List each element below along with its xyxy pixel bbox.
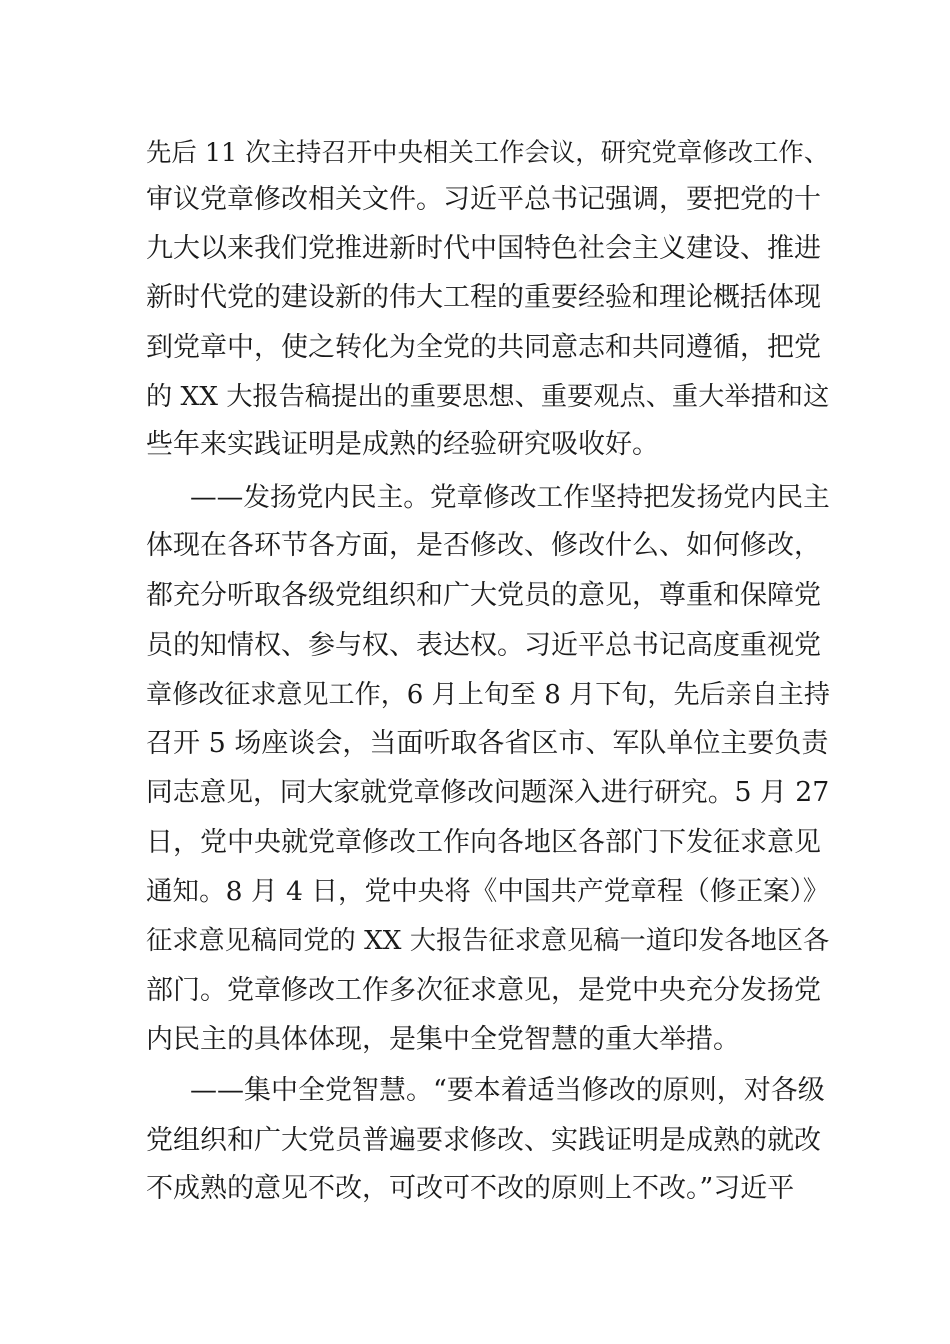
text-line: 九大以来我们党推进新时代中国特色社会主义建设、推进 [146,233,821,264]
text-line: ——集中全党智慧。“要本着适当修改的原则，对各级 [190,1075,825,1106]
text-line: 体现在各环节各方面，是否修改、修改什么、如何修改， [146,530,821,561]
text-line: 不成熟的意见不改，可改可不改的原则上不改。”习近平 [146,1173,795,1204]
text-line: 通知。8 月 4 日，党中央将《中国共产党章程（修正案）》 [146,876,830,907]
text-line: 章修改征求意见工作，6 月上旬至 8 月下旬，先后亲自主持 [146,680,830,710]
text-line: 员的知情权、参与权、表达权。习近平总书记高度重视党 [146,630,821,661]
text-line: 到党章中，使之转化为全党的共同意志和共同遵循，把党 [146,332,821,363]
text-line: 内民主的具体体现，是集中全党智慧的重大举措。 [146,1024,740,1055]
text-line: 都充分听取各级党组织和广大党员的意见，尊重和保障党 [146,580,821,611]
text-line: 新时代党的建设新的伟大工程的重要经验和理论概括体现 [146,282,821,313]
text-line: 党组织和广大党员普遍要求修改、实践证明是成熟的就改 [146,1125,821,1156]
text-line: 征求意见稿同党的 XX 大报告征求意见稿一道印发各地区各 [146,926,830,956]
text-line: 审议党章修改相关文件。习近平总书记强调，要把党的十 [146,184,821,215]
text-line: 部门。党章修改工作多次征求意见，是党中央充分发扬党 [146,975,821,1006]
text-line: 些年来实践证明是成熟的经验研究吸收好。 [146,429,659,460]
text-line: ——发扬党内民主。党章修改工作坚持把发扬党内民主 [190,482,830,513]
text-line: 召开 5 场座谈会，当面听取各省区市、军队单位主要负责 [146,728,829,759]
text-line: 先后 11 次主持召开中央相关工作会议，研究党章修改工作、 [146,137,830,167]
text-line: 的 XX 大报告稿提出的重要思想、重要观点、重大举措和这 [146,382,830,412]
text-line: 日，党中央就党章修改工作向各地区各部门下发征求意见 [146,827,821,858]
text-line: 同志意见，同大家就党章修改问题深入进行研究。5 月 27 [146,777,830,808]
